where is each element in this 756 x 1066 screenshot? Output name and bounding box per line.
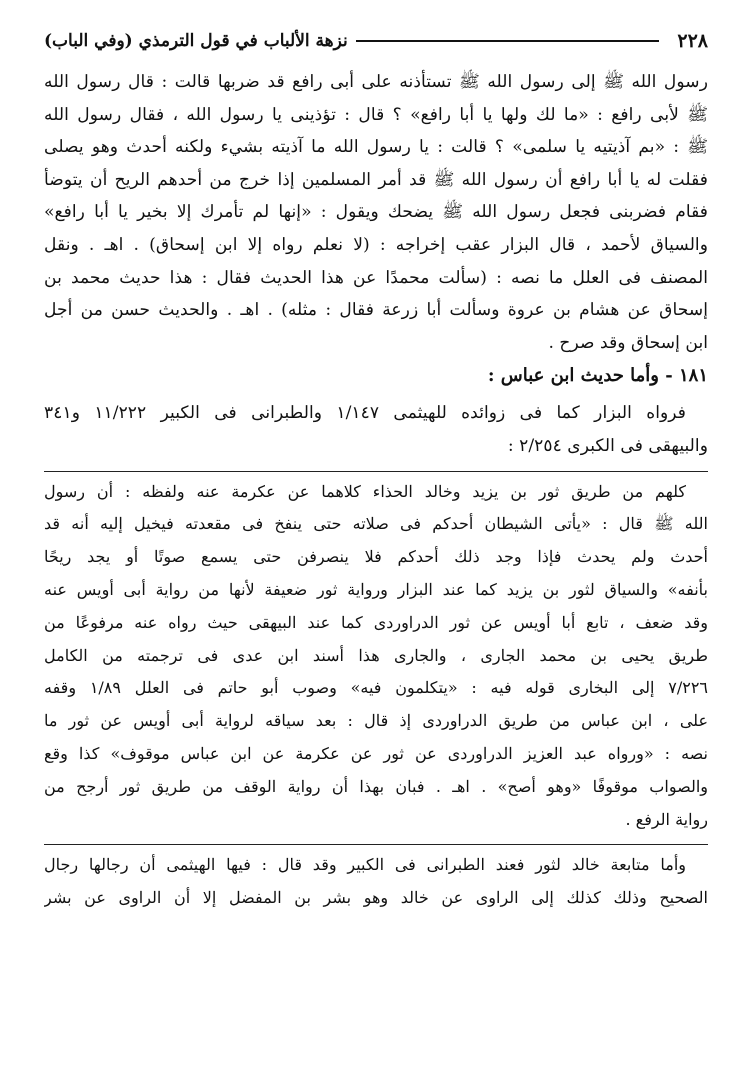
text-line: ٧/٢٢٦ إلى البخارى قوله فيه : «يتكلمون فيه» وصوب أبو حاتم فى العلل ١/٨٩ وقفه: [44, 678, 708, 698]
text-line: أحدث ولم يحدث فإذا وجد ذلك أحدكم فلا ينصرفن حتى يسمع صوتًا أو يجد ريحًا: [44, 547, 708, 567]
header-rule: [356, 40, 660, 42]
text-line: الله ﷺ قال : «يأتى الشيطان أحدكم فى صلاته حتى ينفخ فى مقعدته فيخيل إليه أنه قد: [44, 514, 708, 534]
text-line: ﷺ لأبى رافع : «ما لك ولها يا أبا رافع» ؟ قال : تؤذينى يا رسول الله ، فقال رسول الله: [44, 104, 708, 125]
section-heading: ١٨١ - وأما حديث ابن عباس :: [487, 365, 708, 387]
running-title: نزهة الألباب في قول الترمذي (وفي الباب): [44, 31, 348, 51]
text-line: الصحيح وذلك كذلك إلى الراوى عن خالد وهو بشر بن المفضل إلا أن الراوى عن بشر: [44, 888, 708, 908]
text-line: والسياق لأحمد ، قال البزار عقب إخراجه : (لا نعلم رواه إلا ابن إسحاق) . اهـ . ونقل: [44, 234, 708, 255]
text-line: فرواه البزار كما فى زوائده للهيثمى ١/١٤٧ والطبرانى فى الكبير ١١/٢٢٢ و٣٤١: [44, 403, 686, 424]
running-header: [44, 26, 708, 56]
text-line: بأنفه» والسياق لثور بن يزيد كما عند البزار ورواية ثور ضعيفة لأنها من رواية أبى أويس عنه: [44, 579, 708, 599]
paragraph-khalid: [44, 849, 708, 915]
page-body: [44, 66, 708, 915]
page-number: ٢٢٨: [677, 30, 708, 52]
text-line: ﷺ : «بم آذيتيه يا سلمى» ؟ قالت : يا رسول الله ما آذيته بشيء ولكنه أحدث وهو يصلى: [44, 137, 708, 158]
section-divider: [44, 844, 708, 845]
text-line: رواية الرفع .: [625, 809, 708, 829]
paragraph-sources: [44, 397, 708, 462]
text-line: على ، ابن عباس من طريق الدراوردى إذ قال : بعد سياقه لرواية أبى أويس عن ثور ما: [44, 711, 708, 731]
paragraph-commentary: [44, 476, 708, 837]
text-line: طريق يحيى بن محمد الجارى ، والجارى هذا أسند ابن عدى فى ترجمته من الكامل: [44, 645, 708, 665]
text-line: والصواب موقوفًا «وهو أصح» . اهـ . فبان بهذا أن رواية الوقف من طريق ثور أرجح من: [44, 776, 708, 796]
text-line: رسول الله ﷺ إلى رسول الله ﷺ تستأذنه على أبى رافع قد ضربها قالت : قال رسول الله: [44, 72, 708, 92]
text-line: فقلت له يا أبا رافع أن رسول الله ﷺ قد أمر المسلمين إذا خرج من أحدهم الريح أن يتوضأ: [44, 169, 708, 190]
text-line: إسحاق عن هشام بن عروة وسألت أبا زرعة فقال : مثله) . اهـ . والحديث حسن من أجل: [44, 300, 708, 321]
section-divider: [44, 471, 708, 472]
paragraph-hadith-abu-rafi: [44, 66, 708, 359]
text-line: فقام فضربنى فجعل رسول الله ﷺ يضحك ويقول : «إنها لم تأمرك إلا بخير يا أبا رافع»: [44, 202, 708, 223]
text-line: المصنف فى العلل ما نصه : (سألت محمدًا عن هذا الحديث فقال : هذا حديث محمد بن: [44, 267, 708, 288]
text-line: كلهم من طريق ثور بن يزيد وخالد الحذاء كلاهما عن عكرمة عنه ولفظه : أن رسول: [44, 481, 686, 501]
text-line: والبيهقى فى الكبرى ٢/٢٥٤ :: [507, 435, 708, 456]
text-line: نصه : «ورواه عبد العزيز الدراوردى عن ثور عن عكرمة عن ابن عباس موقوف» كذا وقع: [44, 743, 708, 763]
text-line: وقد ضعف ، تابع أبا أويس عن ثور الدراوردى كما عند البيهقى حيث رواه عنه مرفوعًا من: [44, 612, 708, 632]
text-line: وأما متابعة خالد لثور فعند الطبرانى فى الكبير وقد قال : فيها الهيثمى أن رجالها رجال: [44, 855, 686, 875]
text-line: ابن إسحاق وقد صرح .: [548, 332, 708, 353]
